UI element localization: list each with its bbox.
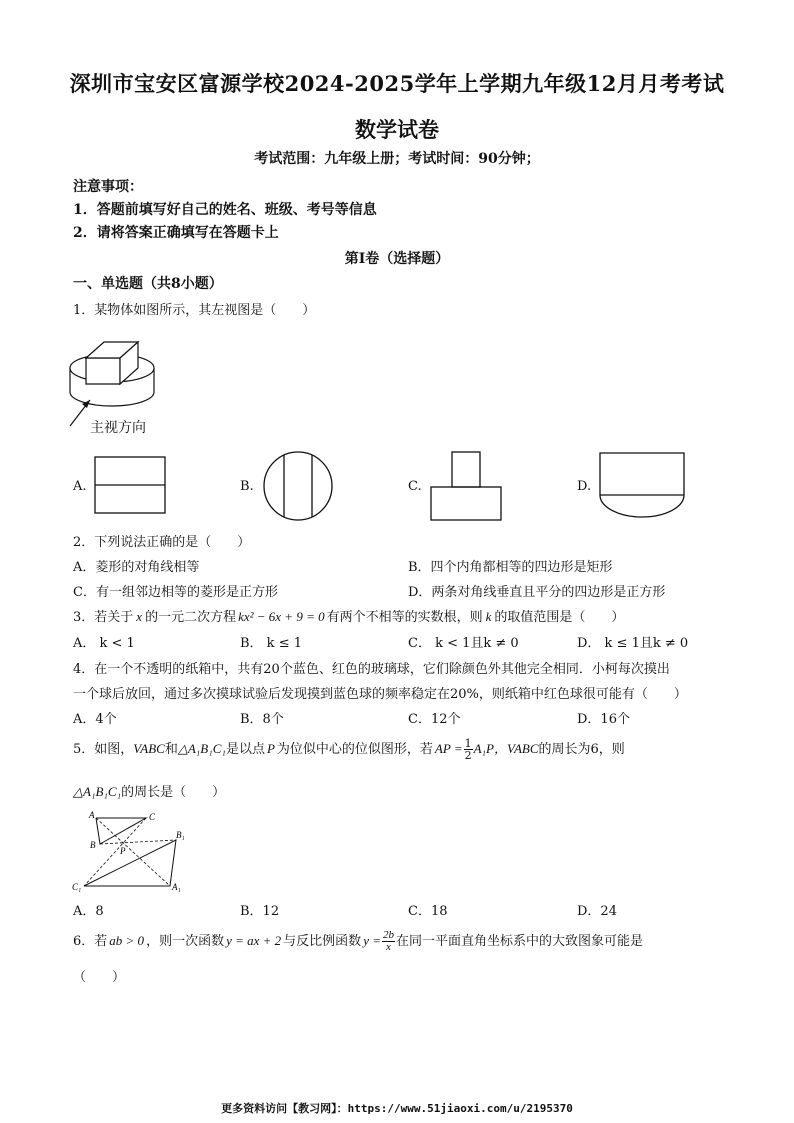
q5-option[interactable]: C．18 (408, 904, 448, 919)
q1-option-label[interactable]: D. (577, 479, 592, 494)
q6-stem-line1: 6．若 ab > 0 ，则一次函数 y = ax + 2 与反比例函数 y = $\frac{2b}{x}$ 在同一平面直角坐标系中的大致图象可能是 (73, 929, 643, 953)
q5-label-A: A (89, 810, 95, 820)
q6-fraction: $\frac{2b}{x}$ (382, 929, 394, 953)
note-item: 2．请将答案正确填写在答题卡上 (73, 225, 279, 241)
q5-stem-line2: △A₁B₁C₁的周长是（ ） (73, 784, 226, 800)
q1-option-c-figure (430, 451, 502, 521)
q2-option[interactable]: C．有一组邻边相等的菱形是正方形 (73, 585, 278, 600)
part-title: 第I卷（选择题） (344, 251, 450, 267)
paper-subtitle: 数学试卷 (355, 117, 439, 142)
q1-option-b-figure (262, 450, 334, 522)
q6-stem-line2: （ ） (73, 970, 126, 985)
q2-option[interactable]: D．两条对角线垂直且平分的四边形是正方形 (408, 585, 666, 600)
q1-stem: 1．某物体如图所示，其左视图是（ ） (73, 303, 316, 318)
q4-option[interactable]: D．16个 (577, 712, 630, 727)
section-title: 一、单选题（共8小题） (73, 276, 223, 292)
q3-stem: 3．若关于 x 的一元二次方程 kx² − 6x + 9 = 0 有两个不相等的实数根，则 k 的取值范围是（ ） (73, 609, 625, 625)
q1-direction-label: 主视方向 (90, 420, 146, 436)
q5-label-P: P (120, 846, 126, 856)
q1-option-label[interactable]: C. (408, 479, 422, 494)
q3-option[interactable]: B． k ≤ 1 (240, 636, 302, 651)
q5-label-C: C (149, 812, 156, 822)
q3-option[interactable]: D． k ≤ 1且k ≠ 0 (577, 636, 689, 651)
q2-stem: 2．下列说法正确的是（ ） (73, 535, 251, 550)
q1-option-label[interactable]: B. (240, 479, 254, 494)
q4-option[interactable]: C．12个 (408, 712, 461, 727)
q1-option-a-figure (94, 456, 166, 514)
q1-option-d-figure (598, 451, 688, 517)
q5-label-A1: A₁ (172, 882, 181, 892)
q5-option[interactable]: D．24 (577, 904, 617, 919)
q5-label-C1: C₁ (72, 882, 82, 892)
q1-option-label[interactable]: A. (73, 479, 87, 494)
q3-var-k: k (485, 609, 492, 624)
paper-title: 深圳市宝安区富源学校2024-2025学年上学期九年级12月月考考试 (69, 71, 725, 96)
q4-stem-line2: 一个球后放回，通过多次摸球试验后发现摸到蓝色球的频率稳定在20%，则纸箱中红色球很可能有（ ） (73, 687, 687, 702)
q5-option[interactable]: A．8 (73, 904, 104, 919)
exam-scope: 考试范围：九年级上册；考试时间：90分钟； (254, 151, 540, 167)
q3-option[interactable]: C． k < 1且k ≠ 0 (408, 636, 519, 651)
q4-stem-line1: 4．在一个不透明的纸箱中，共有20个蓝色、红色的玻璃球，它们除颜色外其他完全相同．小柯每次摸出 (73, 662, 670, 677)
notes-heading: 注意事项： (73, 179, 143, 195)
q4-option[interactable]: A．4个 (73, 712, 117, 727)
q5-stem-line1: 5．如图，VABC和△A₁B₁C₁是以点 P 为位似中心的位似图形，若 AP = $\frac{1}{2}$ A₁P，VABC的周长为6，则 (73, 737, 625, 762)
q2-option[interactable]: B．四个内角都相等的四边形是矩形 (408, 560, 613, 575)
q5-figure (70, 810, 190, 894)
q1-solid-figure (60, 318, 200, 428)
q5-label-B: B (90, 840, 96, 850)
q3-option[interactable]: A． k < 1 (73, 636, 135, 651)
q3-var-x: x (136, 609, 143, 624)
q5-label-B1: B₁ (176, 830, 185, 840)
q2-option[interactable]: A．菱形的对角线相等 (73, 560, 200, 575)
q4-option[interactable]: B．8个 (240, 712, 284, 727)
q5-fraction: $\frac{1}{2}$ (464, 737, 472, 762)
footer-link[interactable]: 更多资料访问【教习网】：https://www.51jiaoxi.com/u/2195370 (221, 1102, 573, 1115)
note-item: 1．答题前填写好自己的姓名、班级、考号等信息 (73, 202, 377, 218)
q3-equation: kx² − 6x + 9 = 0 (238, 609, 325, 624)
q5-option[interactable]: B．12 (240, 904, 280, 919)
